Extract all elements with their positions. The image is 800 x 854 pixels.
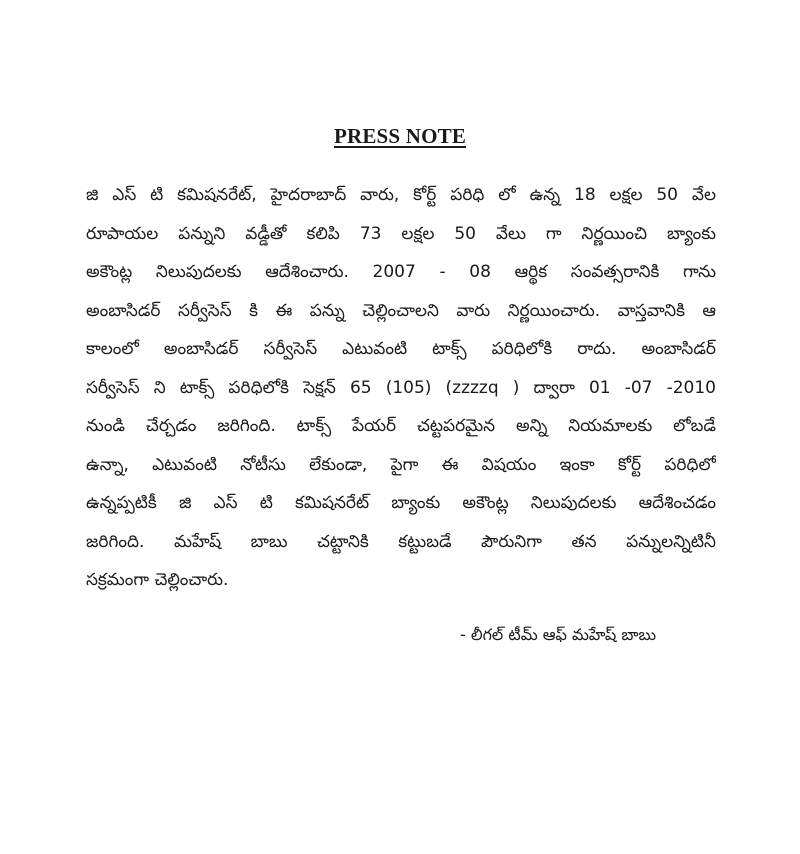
body-line: నుండి చేర్చడం జరిగింది. టాక్స్ పేయర్ చట్టపరమైన అన్ని నియమాలకు లోబడే	[86, 416, 716, 436]
press-note-body	[86, 176, 716, 600]
page-title: PRESS NOTE	[333, 124, 467, 148]
body-line: ఉన్నా, ఎటువంటి నోటీసు లేకుండా, పైగా ఈ విషయం ఇంకా కోర్ట్ పరిధిలో	[86, 454, 716, 475]
body-line: జరిగింది. మహేష్ బాబు చట్టానికి కట్టుబడే పౌరునిగా తన పన్నులన్నిటినీ	[86, 531, 716, 552]
body-line: అకౌంట్ల నిలుపుదలకు ఆదేశించారు. 2007 - 08 ఆర్థిక సంవత్సరానికి గాను	[86, 262, 716, 282]
body-line: సక్రమంగా చెల్లించారు.	[86, 570, 229, 590]
body-line: ఉన్నప్పటికీ జి ఎస్ టి కమిషనరేట్ బ్యాంకు అకౌంట్ల నిలుపుదలకు ఆదేశించడం	[86, 493, 716, 513]
body-line: రూపాయల పన్నుని వడ్డీతో కలిపి 73 లక్షల 50 వేలు గా నిర్ణయించి బ్యాంకు	[86, 223, 716, 244]
body-line: అంబాసిడర్ సర్వీసెస్ కి ఈ పన్ను చెల్లించాలని వారు నిర్ణయించారు. వాస్తవానికి ఆ	[86, 300, 716, 321]
body-line: సర్వీసెస్ ని టాక్స్ పరిధిలోకి సెక్షన్ 65 (105) (zzzzq ) ద్వారా 01 -07 -2010	[86, 377, 716, 398]
body-line: జి ఎస్ టి కమిషనరేట్, హైదరాబాద్ వారు, కోర్ట్ పరిధి లో ఉన్న 18 లక్షల 50 వేల	[86, 185, 716, 205]
signature: - లీగల్ టీమ్ ఆఫ్ మహేష్ బాబు	[460, 625, 657, 644]
body-line: కాలంలో అంబాసిడర్ సర్వీసెస్ ఎటువంటి టాక్స్ పరిధిలోకి రాదు. అంబాసిడర్	[86, 339, 716, 359]
